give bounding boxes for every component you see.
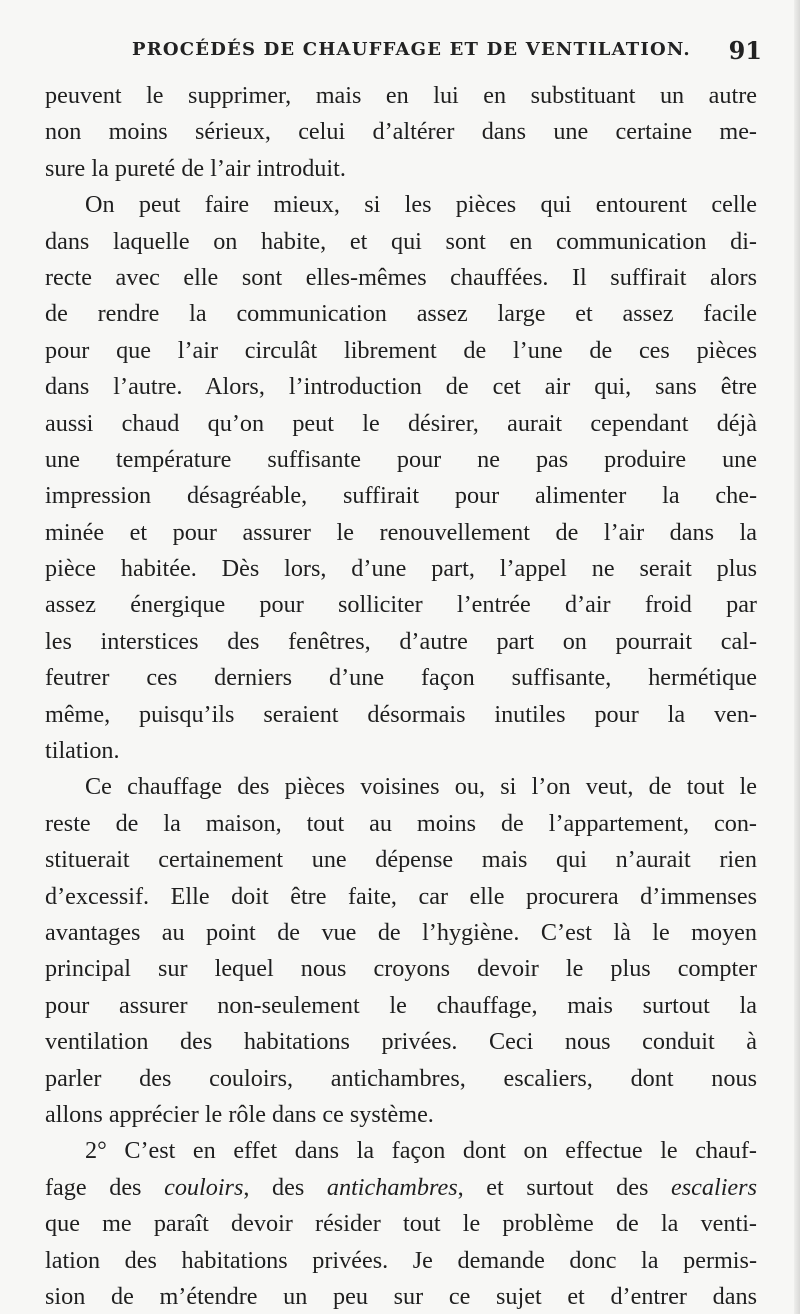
- text-line: allons apprécier le rôle dans ce système.: [45, 1100, 434, 1128]
- text-line: les interstices des fenêtres, d’autre part on pourrait cal-: [45, 627, 757, 655]
- italic-term-antichambres: antichambres: [326, 1173, 458, 1201]
- text-line: même, puisqu’ils seraient désormais inutiles pour la ven-: [45, 700, 757, 728]
- italic-term-escaliers: escaliers: [671, 1173, 757, 1201]
- body-text: [45, 78, 757, 1315]
- text-line: d’excessif. Elle doit être faite, car elle procurera d’immenses: [45, 882, 757, 910]
- text-line: reste de la maison, tout au moins de l’appartement, con-: [45, 809, 757, 837]
- text-line: ventilation des habitations privées. Ceci nous conduit à: [45, 1028, 757, 1056]
- text-line: recte avec elle sont elles-mêmes chauffées. Il suffirait alors: [45, 263, 757, 291]
- text-line: sion de m’étendre un peu sur ce sujet et d’entrer dans: [45, 1282, 757, 1310]
- text-line: feutrer ces derniers d’une façon suffisante, hermétique: [45, 664, 757, 692]
- text-line: pour assurer non-seulement le chauffage, mais surtout la: [45, 991, 757, 1019]
- text-line: minée et pour assurer le renouvellement de l’air dans la: [45, 518, 757, 546]
- text-line: de rendre la communication assez large et assez facile: [45, 300, 757, 328]
- text-line: pour que l’air circulât librement de l’une de ces pièces: [45, 336, 757, 364]
- text-line: stituerait certainement une dépense mais qui n’aurait rien: [45, 846, 757, 874]
- text-line: sure la pureté de l’air introduit.: [45, 154, 346, 182]
- text-fragment: , des: [243, 1173, 327, 1201]
- page-header: [132, 36, 762, 66]
- text-line: avantages au point de vue de l’hygiène. C’est là le moyen: [45, 918, 757, 946]
- text-line: assez énergique pour solliciter l’entrée d’air froid par: [45, 591, 757, 619]
- text-line: dans laquelle on habite, et qui sont en communication di-: [45, 227, 757, 255]
- text-line: non moins sérieux, celui d’altérer dans une certaine me-: [45, 118, 757, 146]
- text-line: [45, 1170, 757, 1206]
- paragraph-start-line: 2° C’est en effet dans la façon dont on effectue le chauf-: [85, 1137, 757, 1165]
- italic-term-couloirs: couloirs: [164, 1173, 244, 1201]
- page-scan-edge: [794, 0, 800, 1314]
- text-line: principal sur lequel nous croyons devoir le plus compter: [45, 955, 757, 983]
- text-line: que me paraît devoir résider tout le problème de la venti-: [45, 1210, 757, 1238]
- text-line: une température suffisante pour ne pas produire une: [45, 445, 757, 473]
- text-line: peuvent le supprimer, mais en lui en substituant un autre: [45, 82, 757, 109]
- running-head: PROCÉDÉS DE CHAUFFAGE ET DE VENTILATION.: [132, 39, 691, 60]
- paragraph-start-line: Ce chauffage des pièces voisines ou, si l’on veut, de tout le: [85, 773, 757, 801]
- page-number: 91: [728, 36, 762, 65]
- text-fragment: fage des: [45, 1173, 165, 1201]
- paragraph-start-line: On peut faire mieux, si les pièces qui entourent celle: [85, 191, 757, 219]
- text-line: lation des habitations privées. Je demande donc la permis-: [45, 1246, 757, 1274]
- text-line: aussi chaud qu’on peut le désirer, aurait cependant déjà: [45, 409, 757, 437]
- text-line: dans l’autre. Alors, l’introduction de cet air qui, sans être: [45, 373, 757, 401]
- text-fragment: , et surtout des: [457, 1173, 672, 1201]
- text-line: parler des couloirs, antichambres, escaliers, dont nous: [45, 1064, 757, 1092]
- text-line: tilation.: [45, 737, 120, 765]
- text-line: impression désagréable, suffirait pour alimenter la che-: [45, 482, 757, 510]
- text-line: pièce habitée. Dès lors, d’une part, l’appel ne serait plus: [45, 555, 757, 583]
